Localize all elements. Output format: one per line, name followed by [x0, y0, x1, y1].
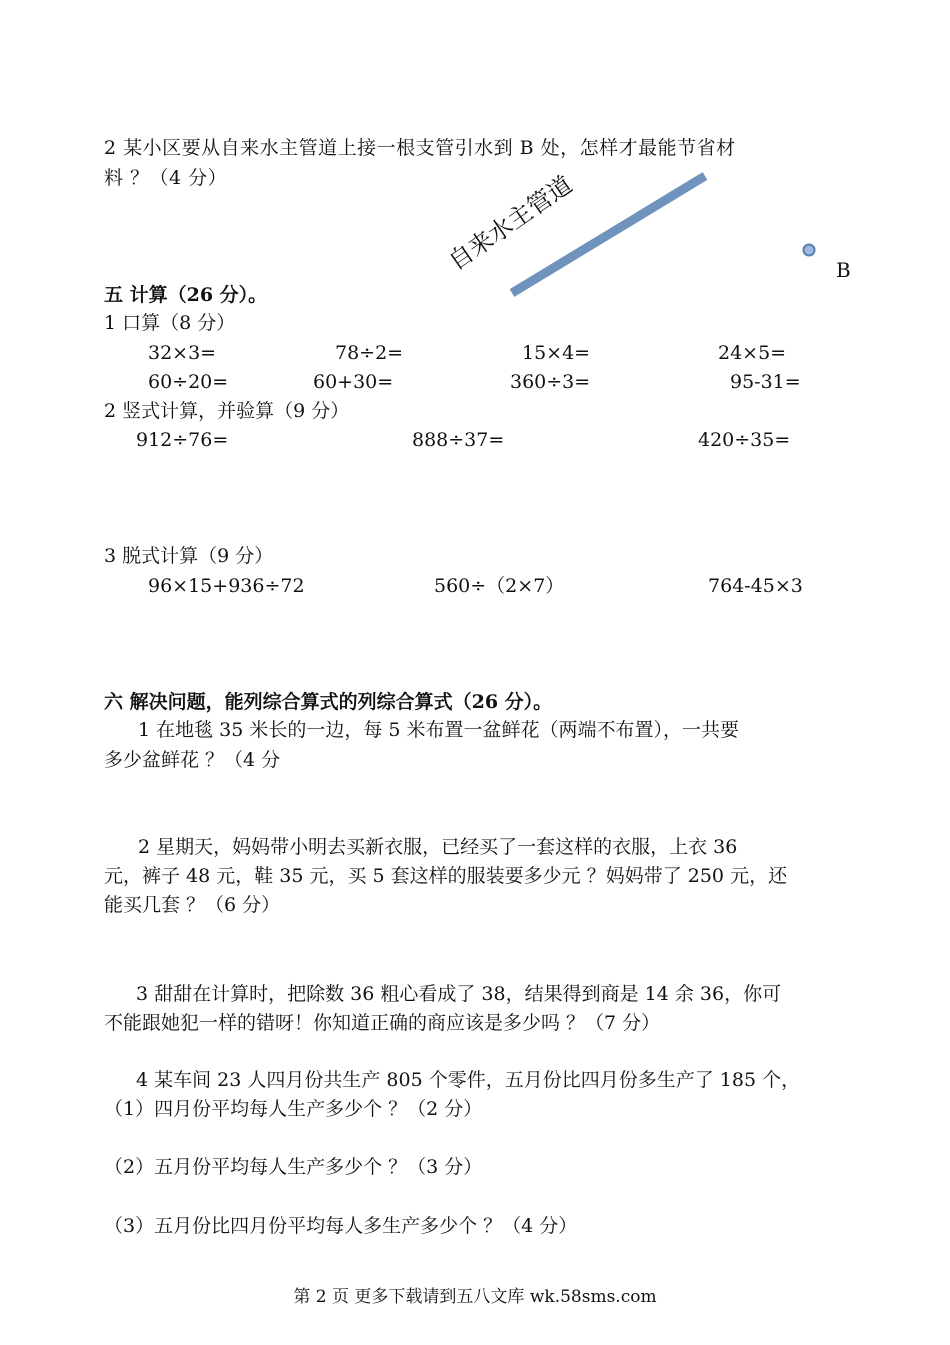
- problem2-line: 能买几套 ？（6 分）: [104, 894, 281, 916]
- problem4-line: 4 某车间 23 人四月份共生产 805 个零件，五月份比四月份多生产了 185 个，: [136, 1069, 801, 1091]
- vertical-item: 420÷35=: [698, 429, 791, 451]
- stepwise-title: 3 脱式计算（9 分）: [104, 545, 274, 567]
- problem1-line: 多少盆鲜花 ？（4 分: [104, 749, 281, 771]
- problem4-subquestion: （1）四月份平均每人生产多少个 ？（2 分）: [104, 1098, 483, 1120]
- section6-title: 六 解决问题，能列综合算式的列综合算式（26 分）。: [104, 691, 553, 713]
- oral-title: 1 口算（8 分）: [104, 312, 236, 334]
- problem4-subquestion: （3）五月份比四月份平均每人多生产多少个 ？（4 分）: [104, 1215, 578, 1237]
- section5-title: 五 计算（26 分）。: [104, 284, 268, 306]
- oral-item: 15×4=: [522, 342, 591, 364]
- oral-item: 95-31=: [730, 371, 801, 393]
- problem1-line: 1 在地毯 35 米长的一边，每 5 米布置一盆鲜花（两端不布置），一共要: [138, 719, 740, 741]
- problem3-line: 3 甜甜在计算时，把除数 36 粗心看成了 38，结果得到商是 14 余 36，你可: [136, 983, 782, 1005]
- oral-item: 60+30=: [313, 371, 394, 393]
- oral-item: 360÷3=: [510, 371, 591, 393]
- page-footer: 第 2 页 更多下载请到五八文库 wk.58sms.com: [293, 1287, 657, 1307]
- problem2-line: 元，裤子 48 元，鞋 35 元，买 5 套这样的服装要多少元 ？妈妈带了 250 元，还: [104, 865, 788, 887]
- stepwise-item: 96×15+936÷72: [148, 575, 305, 597]
- pipe-label: 自来水主管道: [443, 170, 578, 276]
- point-b-marker: [804, 245, 815, 256]
- vertical-title: 2 竖式计算，并验算（9 分）: [104, 400, 350, 422]
- vertical-item: 912÷76=: [136, 429, 229, 451]
- oral-item: 24×5=: [718, 342, 787, 364]
- oral-item: 60÷20=: [148, 371, 229, 393]
- point-b-label: B: [836, 258, 851, 282]
- vertical-item: 888÷37=: [412, 429, 505, 451]
- oral-item: 78÷2=: [335, 342, 404, 364]
- problem3-line: 不能跟她犯一样的错呀！你知道正确的商应该是多少吗 ？（7 分）: [104, 1012, 661, 1034]
- problem2-line: 2 星期天，妈妈带小明去买新衣服，已经买了一套这样的衣服，上衣 36: [138, 836, 738, 858]
- q2-line1: 2 某小区要从自来水主管道上接一根支管引水到 B 处，怎样才最能节省材: [104, 137, 736, 159]
- q2-line2: 料 ？（4 分）: [104, 167, 228, 189]
- problem4-subquestion: （2）五月份平均每人生产多少个 ？（3 分）: [104, 1156, 483, 1178]
- oral-item: 32×3=: [148, 342, 217, 364]
- stepwise-item: 560÷（2×7）: [434, 575, 565, 597]
- stepwise-item: 764-45×3: [708, 575, 803, 597]
